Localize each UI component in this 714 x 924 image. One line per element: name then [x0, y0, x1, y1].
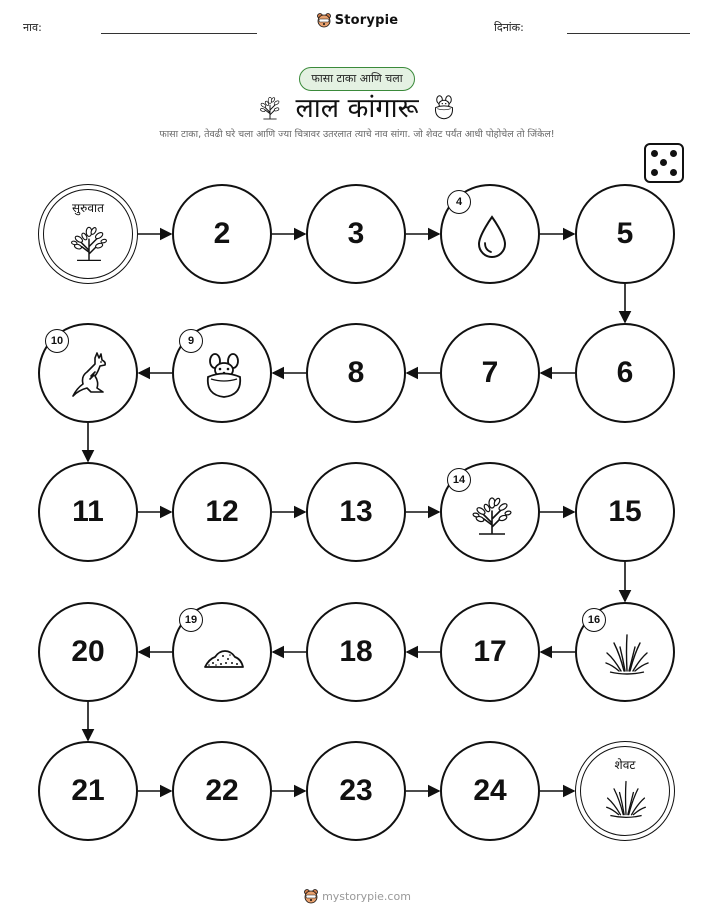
cell-number: 23 [339, 774, 373, 807]
cell-number: 11 [72, 495, 104, 528]
footer [0, 888, 714, 904]
bush-icon [467, 489, 517, 539]
board-cell-14 [440, 462, 540, 562]
cell-number-badge: 4 [447, 190, 471, 214]
board-cell-5 [575, 184, 675, 284]
cell-number: 6 [616, 356, 634, 389]
brand-name: Storypie [334, 13, 399, 28]
cell-number: 8 [347, 356, 365, 389]
board-cell-10 [38, 323, 138, 423]
footer-site[interactable]: mystorypie.com [322, 890, 411, 903]
board-cell-4 [440, 184, 540, 284]
board-cell-9 [172, 323, 272, 423]
instructions: फासा टाका, तेवढी घरे चला आणि ज्या चित्रावर उतरलात त्याचे नाव सांगा. जो शेवट पर्यंत आधी पोहोचेल तो जिंकेल! [159, 129, 555, 140]
board-cell-15 [575, 462, 675, 562]
date-label: दिनांक: [494, 21, 524, 34]
board-cell-3 [306, 184, 406, 284]
cell-number: 21 [71, 774, 105, 807]
kangaroo-icon [65, 350, 115, 400]
board-cell-12 [172, 462, 272, 562]
dirt-pile-icon [199, 629, 249, 679]
board-cell-2 [172, 184, 272, 284]
cell-number-badge: 16 [582, 608, 606, 632]
cell-number: 2 [213, 217, 231, 250]
finish-label: शेवट [614, 758, 636, 772]
water-drop-icon [467, 211, 517, 261]
start-label: सुरुवात [72, 201, 104, 215]
cell-number-badge: 14 [447, 468, 471, 492]
board-cell-17 [440, 602, 540, 702]
name-label: नाव: [23, 21, 42, 34]
cell-number: 7 [481, 356, 499, 389]
cell-number: 3 [347, 217, 365, 250]
page-title: लाल कांगारू [295, 93, 419, 124]
grass-icon [602, 629, 652, 679]
cell-number-badge: 19 [179, 608, 203, 632]
board-cell-16 [575, 602, 675, 702]
cell-number: 20 [71, 635, 105, 668]
cell-number: 13 [339, 495, 373, 528]
board-cell-7 [440, 323, 540, 423]
cell-number: 15 [608, 495, 642, 528]
cell-number: 22 [205, 774, 239, 807]
board-cell-13 [306, 462, 406, 562]
bush-icon [66, 219, 112, 265]
board-cell-23 [306, 741, 406, 841]
board-cell-6 [575, 323, 675, 423]
board-cell-11 [38, 462, 138, 562]
cell-number: 5 [616, 217, 634, 250]
kangaroo-in-pouch-icon [199, 350, 249, 400]
game-type-tag: फासा टाका आणि चला [299, 67, 415, 91]
board-cell-20 [38, 602, 138, 702]
board-cell-19 [172, 602, 272, 702]
board-cell-22 [172, 741, 272, 841]
board-cell-18 [306, 602, 406, 702]
board-cell-24 [440, 741, 540, 841]
board-cell-21 [38, 741, 138, 841]
cell-number-badge: 10 [45, 329, 69, 353]
board-cell-8 [306, 323, 406, 423]
cell-number: 18 [339, 635, 373, 668]
cell-number: 24 [473, 774, 507, 807]
finish-cell [575, 741, 675, 841]
bear-mascot-icon [303, 888, 319, 904]
start-cell [38, 184, 138, 284]
cell-number: 17 [473, 635, 507, 668]
grass-icon [603, 776, 649, 822]
cell-number-badge: 9 [179, 329, 203, 353]
cell-number: 12 [205, 495, 239, 528]
